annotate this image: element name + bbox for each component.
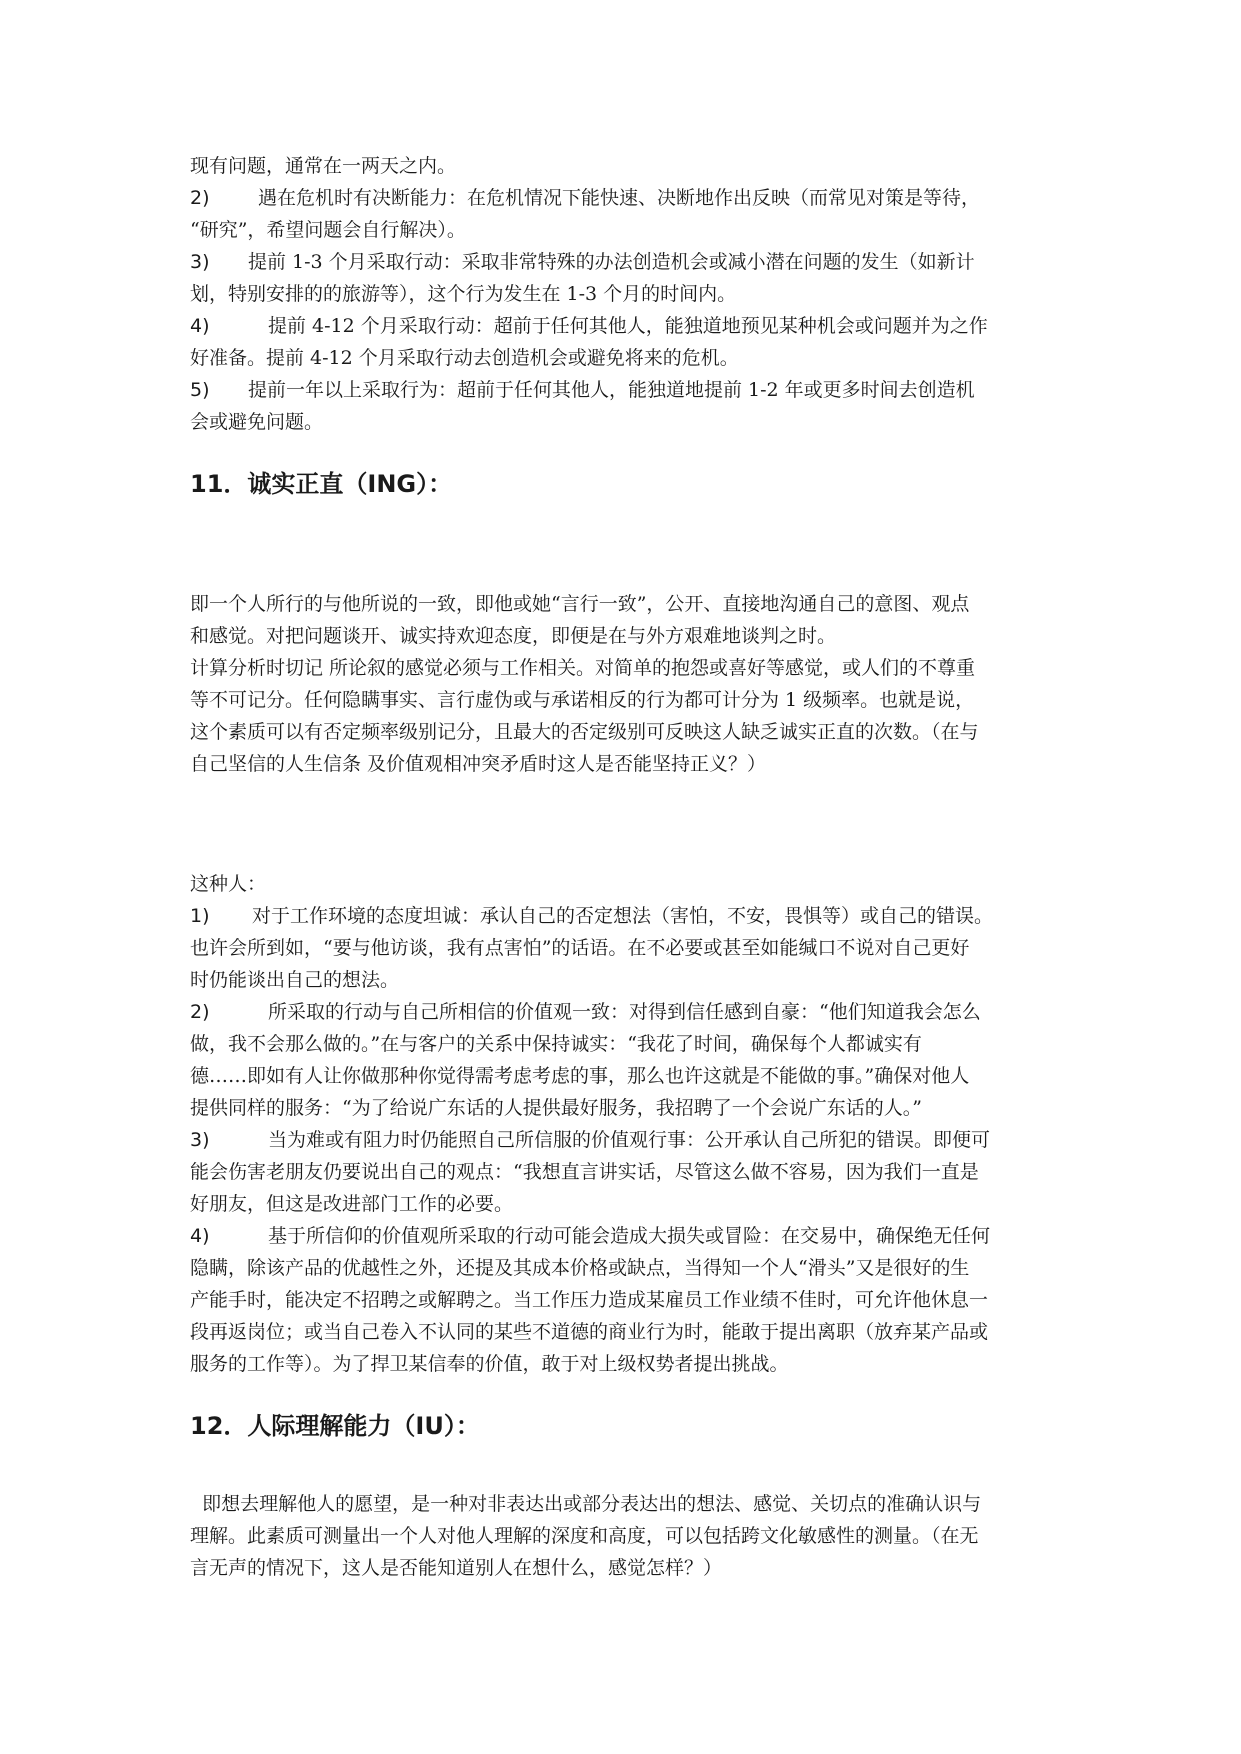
list-item <box>190 900 1070 996</box>
paragraph-line: 这个素质可以有否定频率级别记分，且最大的否定级别可反映这人缺乏诚实正直的次数。（在与 <box>190 721 979 743</box>
list-item <box>190 1220 1070 1380</box>
list-item <box>190 996 1070 1124</box>
list-item <box>190 246 1070 310</box>
list-text-cont: 好朋友，但这是改进部门工作的必要。 <box>190 1193 514 1215</box>
list-text: 所采取的行动与自己所相信的价值观一致：对得到信任感到自豪：“他们知道我会怎么 <box>268 1001 981 1023</box>
list-text-cont: 隐瞒，除该产品的优越性之外，还提及其成本价格或缺点，当得知一个人“滑头”又是很好的生 <box>190 1257 970 1279</box>
list-text-cont: 也许会所到如，“要与他访谈，我有点害怕”的话语。在不必要或甚至如能缄口不说对自己更好 <box>190 937 970 959</box>
paragraph-line: 理解。此素质可测量出一个人对他人理解的深度和高度，可以包括跨文化敏感性的测量。（在无 <box>190 1525 979 1547</box>
list-number: 4) <box>190 315 210 337</box>
section-heading-11: 11．诚实正直（ING）： <box>190 470 453 498</box>
list-text-cont: 做，我不会那么做的。”在与客户的关系中保持诚实：“我花了时间，确保每个人都诚实有 <box>190 1033 922 1055</box>
paragraph-line: 等不可记分。任何隐瞒事实、言行虚伪或与承诺相反的行为都可计分为 1 级频率。也就是说， <box>190 689 975 711</box>
list-number: 2) <box>190 187 210 209</box>
list-item <box>190 374 1070 438</box>
list-number: 1) <box>190 905 210 927</box>
list-text: 基于所信仰的价值观所采取的行动可能会造成大损失或冒险：在交易中，确保绝无任何 <box>268 1225 991 1247</box>
paragraph-line: 计算分析时切记 所论叙的感觉必须与工作相关。对简单的抱怨或喜好等感觉，或人们的不尊重 <box>190 657 976 679</box>
paragraph-line: 即一个人所行的与他所说的一致，即他或她“言行一致”，公开、直接地沟通自己的意图、观点 <box>190 593 970 615</box>
definition-paragraph <box>190 1488 1070 1584</box>
paragraph-line: 现有问题，通常在一两天之内。 <box>190 155 457 177</box>
list-text-cont: 服务的工作等）。为了捍卫某信奉的价值，敢于对上级权势者提出挑战。 <box>190 1353 789 1375</box>
list-item <box>190 310 1070 374</box>
list-text-cont: 会或避免问题。 <box>190 411 324 433</box>
paragraph-line: 即想去理解他人的愿望，是一种对非表达出或部分表达出的想法、感觉、关切点的准确认识与 <box>190 1493 982 1515</box>
section-heading-12: 12．人际理解能力（IU）： <box>190 1412 480 1440</box>
list-text-cont: 产能手时，能决定不招聘之或解聘之。当工作压力造成某雇员工作业绩不佳时，可允许他休息一 <box>190 1289 989 1311</box>
paragraph-line: 自己坚信的人生信条 及价值观相冲突矛盾时这人是否能坚持正义？） <box>190 753 767 775</box>
list-number: 3) <box>190 251 210 273</box>
list-text-cont: “研究”，希望问题会自行解决）。 <box>190 219 466 241</box>
list-item <box>190 1124 1070 1220</box>
paragraph-line: 言无声的情况下，这人是否能知道别人在想什么，感觉怎样？） <box>190 1557 723 1579</box>
list-text-cont: 段再返岗位；或当自己卷入不认同的某些不道德的商业行为时，能敢于提出离职（放弃某产品或 <box>190 1321 989 1343</box>
list-number: 4) <box>190 1225 210 1247</box>
list-number: 5) <box>190 379 210 401</box>
paragraph-line: 和感觉。对把问题谈开、诚实持欢迎态度，即便是在与外方艰难地谈判之时。 <box>190 625 837 647</box>
intro-label: 这种人： <box>190 873 267 895</box>
list-item <box>190 182 1070 246</box>
list-text-cont: 时仍能谈出自己的想法。 <box>190 969 400 991</box>
list-text: 提前 4-12 个月采取行动：超前于任何其他人，能独道地预见某种机会或问题并为之作 <box>268 315 988 337</box>
list-text: 提前 1-3 个月采取行动：采取非常特殊的办法创造机会或减小潜在问题的发生（如新计 <box>248 251 975 273</box>
list-text: 当为难或有阻力时仍能照自己所信服的价值观行事：公开承认自己所犯的错误。即便可 <box>268 1129 991 1151</box>
document-page <box>190 150 1070 1584</box>
list-text: 遇在危机时有决断能力：在危机情况下能快速、决断地作出反映（而常见对策是等待， <box>258 187 981 209</box>
list-number: 3) <box>190 1129 210 1151</box>
list-text-cont: 德……即如有人让你做那种你觉得需考虑考虑的事，那么也许这就是不能做的事。”确保对他人 <box>190 1065 970 1087</box>
list-text-cont: 提供同样的服务：“为了给说广东话的人提供最好服务，我招聘了一个会说广东话的人。” <box>190 1097 922 1119</box>
list-text-cont: 划，特别安排的的旅游等），这个行为发生在 1-3 个月的时间内。 <box>190 283 737 305</box>
list-text-cont: 好准备。提前 4-12 个月采取行动去创造机会或避免将来的危机。 <box>190 347 739 369</box>
list-text: 对于工作环境的态度坦诚：承认自己的否定想法（害怕，不安，畏惧等）或自己的错误。 <box>252 905 994 927</box>
list-text: 提前一年以上采取行为：超前于任何其他人，能独道地提前 1-2 年或更多时间去创造机 <box>248 379 975 401</box>
list-number: 2) <box>190 1001 210 1023</box>
definition-paragraph <box>190 588 1070 780</box>
list-text-cont: 能会伤害老朋友仍要说出自己的观点：“我想直言讲实话，尽管这么做不容易，因为我们一直是 <box>190 1161 979 1183</box>
